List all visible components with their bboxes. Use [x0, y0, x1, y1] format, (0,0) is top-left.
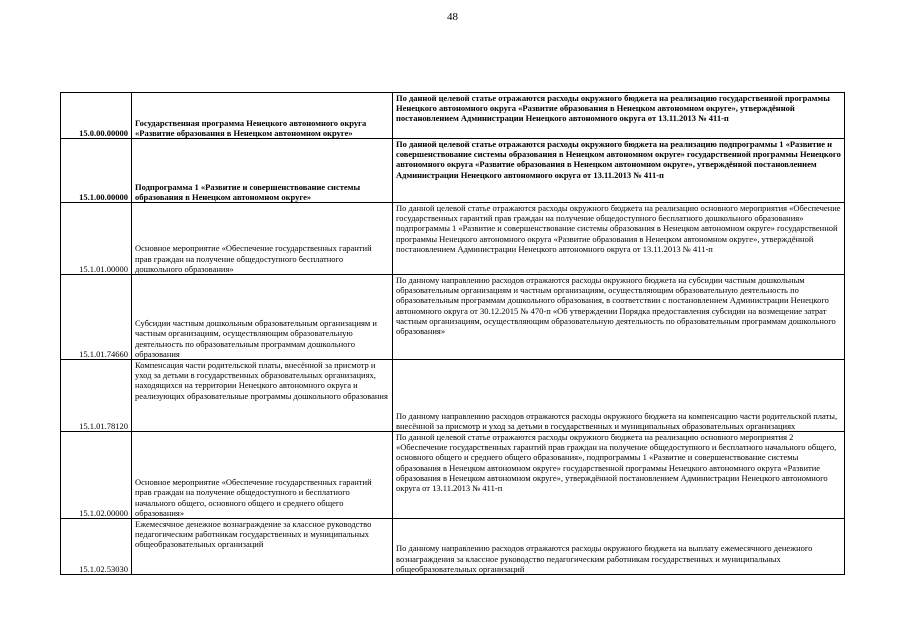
table-row [61, 432, 845, 519]
row-name: Ежемесячное денежное вознаграждение за классное руководство педагогическим работникам государственных и муниципальных общеобразовательных организаций [132, 519, 393, 575]
table-row [61, 139, 845, 203]
row-code: 15.1.01.78120 [61, 360, 132, 432]
table-row [61, 203, 845, 275]
row-description: По данной целевой статье отражаются расходы окружного бюджета на реализацию основного мероприятия «Обеспечение государственных гарантий прав граждан на получение общедоступного бесплатного дошкольного образования» подпрограммы 1 «Развитие и совершенствование системы образования в Ненецком автономном округе» государственной программы Ненецкого автономного округа «Развитие образования в Ненецком автономном округе», утверждённой постановлением Администрации Ненецкого автономного округа от 13.11.2013 № 411-п [393, 203, 845, 275]
page-number: 48 [447, 11, 458, 23]
row-code: 15.1.02.53030 [61, 519, 132, 575]
row-name: Субсидии частным дошкольным образовательным организациям и частным организациям, осуществляющим образовательную деятельность по образовательным программам дошкольного образования [132, 275, 393, 360]
table-row [61, 519, 845, 575]
row-description: По данной целевой статье отражаются расходы окружного бюджета на реализацию основного мероприятия 2 «Обеспечение государственных гарантий прав граждан на получение общедоступного и бесплатного начального общего, основного общего и среднего общего образования», подпрограммы 1 «Развитие и совершенствование системы образования в Ненецком автономном округе» государственной программы Ненецкого автономного округа «Развитие образования в Ненецком автономном округе», утверждённой постановлением Администрации Ненецкого автономного округа от 13.11.2013 № 411-п [393, 432, 845, 519]
row-code: 15.1.01.74660 [61, 275, 132, 360]
row-name: Подпрограмма 1 «Развитие и совершенствование системы образования в Ненецком автономном округе» [132, 139, 393, 203]
row-description: По данному направлению расходов отражаются расходы окружного бюджета на выплату ежемесячного денежного вознаграждения за классное руководство педагогическим работникам государственных и муниципальных общеобразовательных организаций [393, 519, 845, 575]
row-code: 15.1.01.00000 [61, 203, 132, 275]
row-name: Основное мероприятие «Обеспечение государственных гарантий прав граждан на получение общедоступного и бесплатного начального общего, основного общего и среднего общего образования» [132, 432, 393, 519]
table-row [61, 360, 845, 432]
row-description: По данной целевой статье отражаются расходы окружного бюджета на реализацию подпрограммы 1 «Развитие и совершенствование системы образования в Ненецком автономном округе» государственной программы Ненецкого автономного округа «Развитие образования в Ненецком автономном округе», утверждённой постановлением Администрации Ненецкого автономного округа от 13.11.2013 № 411-п [393, 139, 845, 203]
row-name: Государственная программа Ненецкого автономного округа «Развитие образования в Ненецком автономном округе» [132, 93, 393, 139]
table-row [61, 275, 845, 360]
row-code: 15.1.02.00000 [61, 432, 132, 519]
table-row [61, 93, 845, 139]
row-code: 15.1.00.00000 [61, 139, 132, 203]
row-code: 15.0.00.00000 [61, 93, 132, 139]
budget-classification-table [60, 92, 845, 575]
row-description: По данной целевой статье отражаются расходы окружного бюджета на реализацию государственной программы Ненецкого автономного округа «Развитие образования в Ненецком автономном округе», утверждённой постановлением Администрации Ненецкого автономного округа от 13.11.2013 № 411-п [393, 93, 845, 139]
row-name: Компенсация части родительской платы, внесённой за присмотр и уход за детьми в государственных образовательных организациях, находящихся на территории Ненецкого автономного округа и реализующих образовательные программы дошкольного образования [132, 360, 393, 432]
row-description: По данному направлению расходов отражаются расходы окружного бюджета на компенсацию части родительской платы, внесённой за присмотр и уход за детьми в государственных и муниципальных образовательных организациях [393, 360, 845, 432]
row-name: Основное мероприятие «Обеспечение государственных гарантий прав граждан на получение общедоступного бесплатного дошкольного образования» [132, 203, 393, 275]
row-description: По данному направлению расходов отражаются расходы окружного бюджета на субсидии частным дошкольным образовательным организациям и частным организациям, осуществляющим образовательную деятельность по образовательным программам дошкольного образования, в соответствии с постановлением Администрации Ненецкого автономного округа от 30.12.2015 № 470-п «Об утверждении Порядка предоставления субсидии на возмещение затрат частным организациям, осуществляющим образовательную деятельность по образовательным программам дошкольного образования» [393, 275, 845, 360]
